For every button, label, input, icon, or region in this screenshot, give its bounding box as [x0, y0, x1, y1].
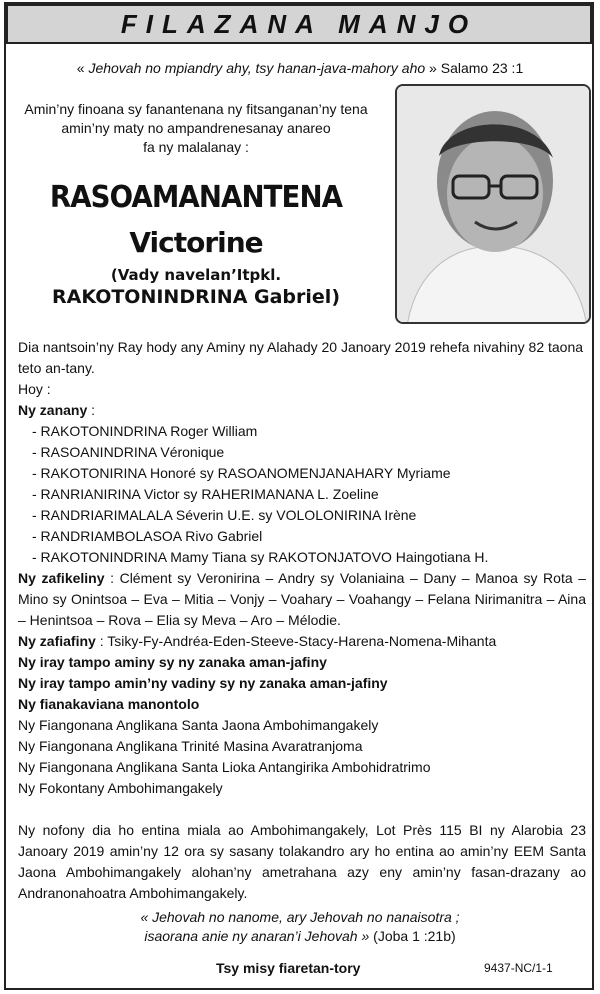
- epigraph-close-quote: »: [429, 60, 437, 76]
- hoy-label: Hoy :: [18, 381, 51, 397]
- intro-line: fa ny malalanay :: [143, 139, 249, 155]
- child-item: - RANRIANIRINA Victor sy RAHERIMANANA L. Zoeline: [32, 486, 379, 502]
- closing-verse: [10, 908, 590, 946]
- announcement: Dia nantsoin’ny Ray hody any Aminy ny Alahady 20 Janoary 2019 rehefa nivahiny 82 taona teto an-tany.: [18, 339, 584, 376]
- org-item: Ny Fokontany Ambohimangakely: [18, 780, 223, 796]
- notice-body: [18, 337, 586, 904]
- closing-line: isaorana anie ny anaran’i Jehovah »: [144, 928, 370, 944]
- family-line: Ny iray tampo aminy sy ny zanaka aman-jafiny: [18, 654, 327, 670]
- spouse-line-1: (Vady navelan’Itpkl.: [110, 266, 282, 284]
- funeral-details: Ny nofony dia ho entina miala ao Ambohimangakely, Lot Près 115 BI ny Alarobia 23 Janoary 2019 amin’ny 12 ora sy sasany tolakandro ary ho entina ao amin’ny EEM Santa Jaona Ambohimangakely alohan’ny ametrahana azy eny amin’ny fasan-drazany ao Andranonahoatra Ambohimangakely.: [18, 822, 586, 901]
- child-item: - RAKOTONIRINA Honoré sy RASOANOMENJANAHARY Myriame: [32, 465, 451, 481]
- intro-line: Amin’ny finoana sy fanantenana ny fitsanganan’ny tena: [24, 101, 368, 117]
- child-item: - RAKOTONINDRINA Roger William: [32, 423, 258, 439]
- org-item: Ny Fiangonana Anglikana Trinité Masina Avaratranjoma: [18, 738, 363, 754]
- grandchildren-text: : Clément sy Veronirina – Andry sy Volaniaina – Dany – Manoa sy Rota – Mino sy Onintsoa – Eva – Mitia – Vonjy – Voahary – Voahangy – Felana Nirimanitra – Aina – Henintsoa – Rova – Elia sy Meva – Aro – Mélodie.: [18, 570, 586, 628]
- closing-ref: (Joba 1 :21b): [369, 928, 456, 944]
- header-title: FILAZANA MANJO: [120, 8, 478, 39]
- great-grandchildren-label: Ny zafiafiny: [18, 633, 96, 649]
- spacer: [18, 799, 586, 820]
- spouse-line-2: RAKOTONINDRINA Gabriel): [51, 286, 340, 308]
- epigraph-ref: Salamo 23 :1: [440, 60, 524, 76]
- epigraph-open-quote: «: [76, 60, 85, 76]
- signoff: Tsy misy fiaretan-tory: [216, 960, 361, 976]
- deceased-given-name: Victorine: [129, 226, 263, 259]
- children-heading: [18, 400, 586, 421]
- org-item: Ny Fiangonana Anglikana Santa Lioka Antangirika Ambohidratrimo: [18, 759, 431, 775]
- epigraph: [10, 60, 590, 76]
- child-item: - RAKOTONINDRINA Mamy Tiana sy RAKOTONJATOVO Haingotiana H.: [32, 549, 489, 565]
- family-line: Ny iray tampo amin’ny vadiny sy ny zanaka aman-jafiny: [18, 675, 388, 691]
- deceased-surname: RASOAMANANTENA: [49, 180, 343, 215]
- closing-line-2: [10, 927, 590, 946]
- closing-line: « Jehovah no nanome, ary Jehovah no nanaisotra ;: [140, 909, 460, 925]
- family-line: Ny fianakaviana manontolo: [18, 696, 200, 712]
- great-grandchildren-text: : Tsiky-Fy-Andréa-Eden-Steeve-Stacy-Harena-Nomena-Mihanta: [95, 633, 497, 649]
- org-item: Ny Fiangonana Anglikana Santa Jaona Ambohimangakely: [18, 717, 379, 733]
- great-grandchildren: [18, 631, 586, 652]
- epigraph-text: Jehovah no mpiandry ahy, tsy hanan-java-mahory aho: [88, 60, 426, 76]
- grandchildren: [18, 568, 586, 631]
- intro-text: [16, 100, 376, 157]
- child-item: - RANDRIARIMALALA Séverin U.E. sy VOLOLONIRINA Irène: [32, 507, 417, 523]
- child-item: - RANDRIAMBOLASOA Rivo Gabriel: [32, 528, 263, 544]
- children-colon: :: [87, 402, 96, 418]
- grandchildren-label: Ny zafikeliny: [18, 570, 105, 586]
- portrait-photo: [395, 84, 591, 324]
- children-label: Ny zanany: [18, 402, 88, 418]
- intro-line: amin’ny maty no ampandrenesanay anareo: [61, 120, 331, 136]
- portrait-image: [397, 86, 591, 324]
- header-banner: [6, 4, 592, 44]
- reference-code: 9437-NC/1-1: [484, 961, 553, 975]
- child-item: - RASOANINDRINA Véronique: [32, 444, 225, 460]
